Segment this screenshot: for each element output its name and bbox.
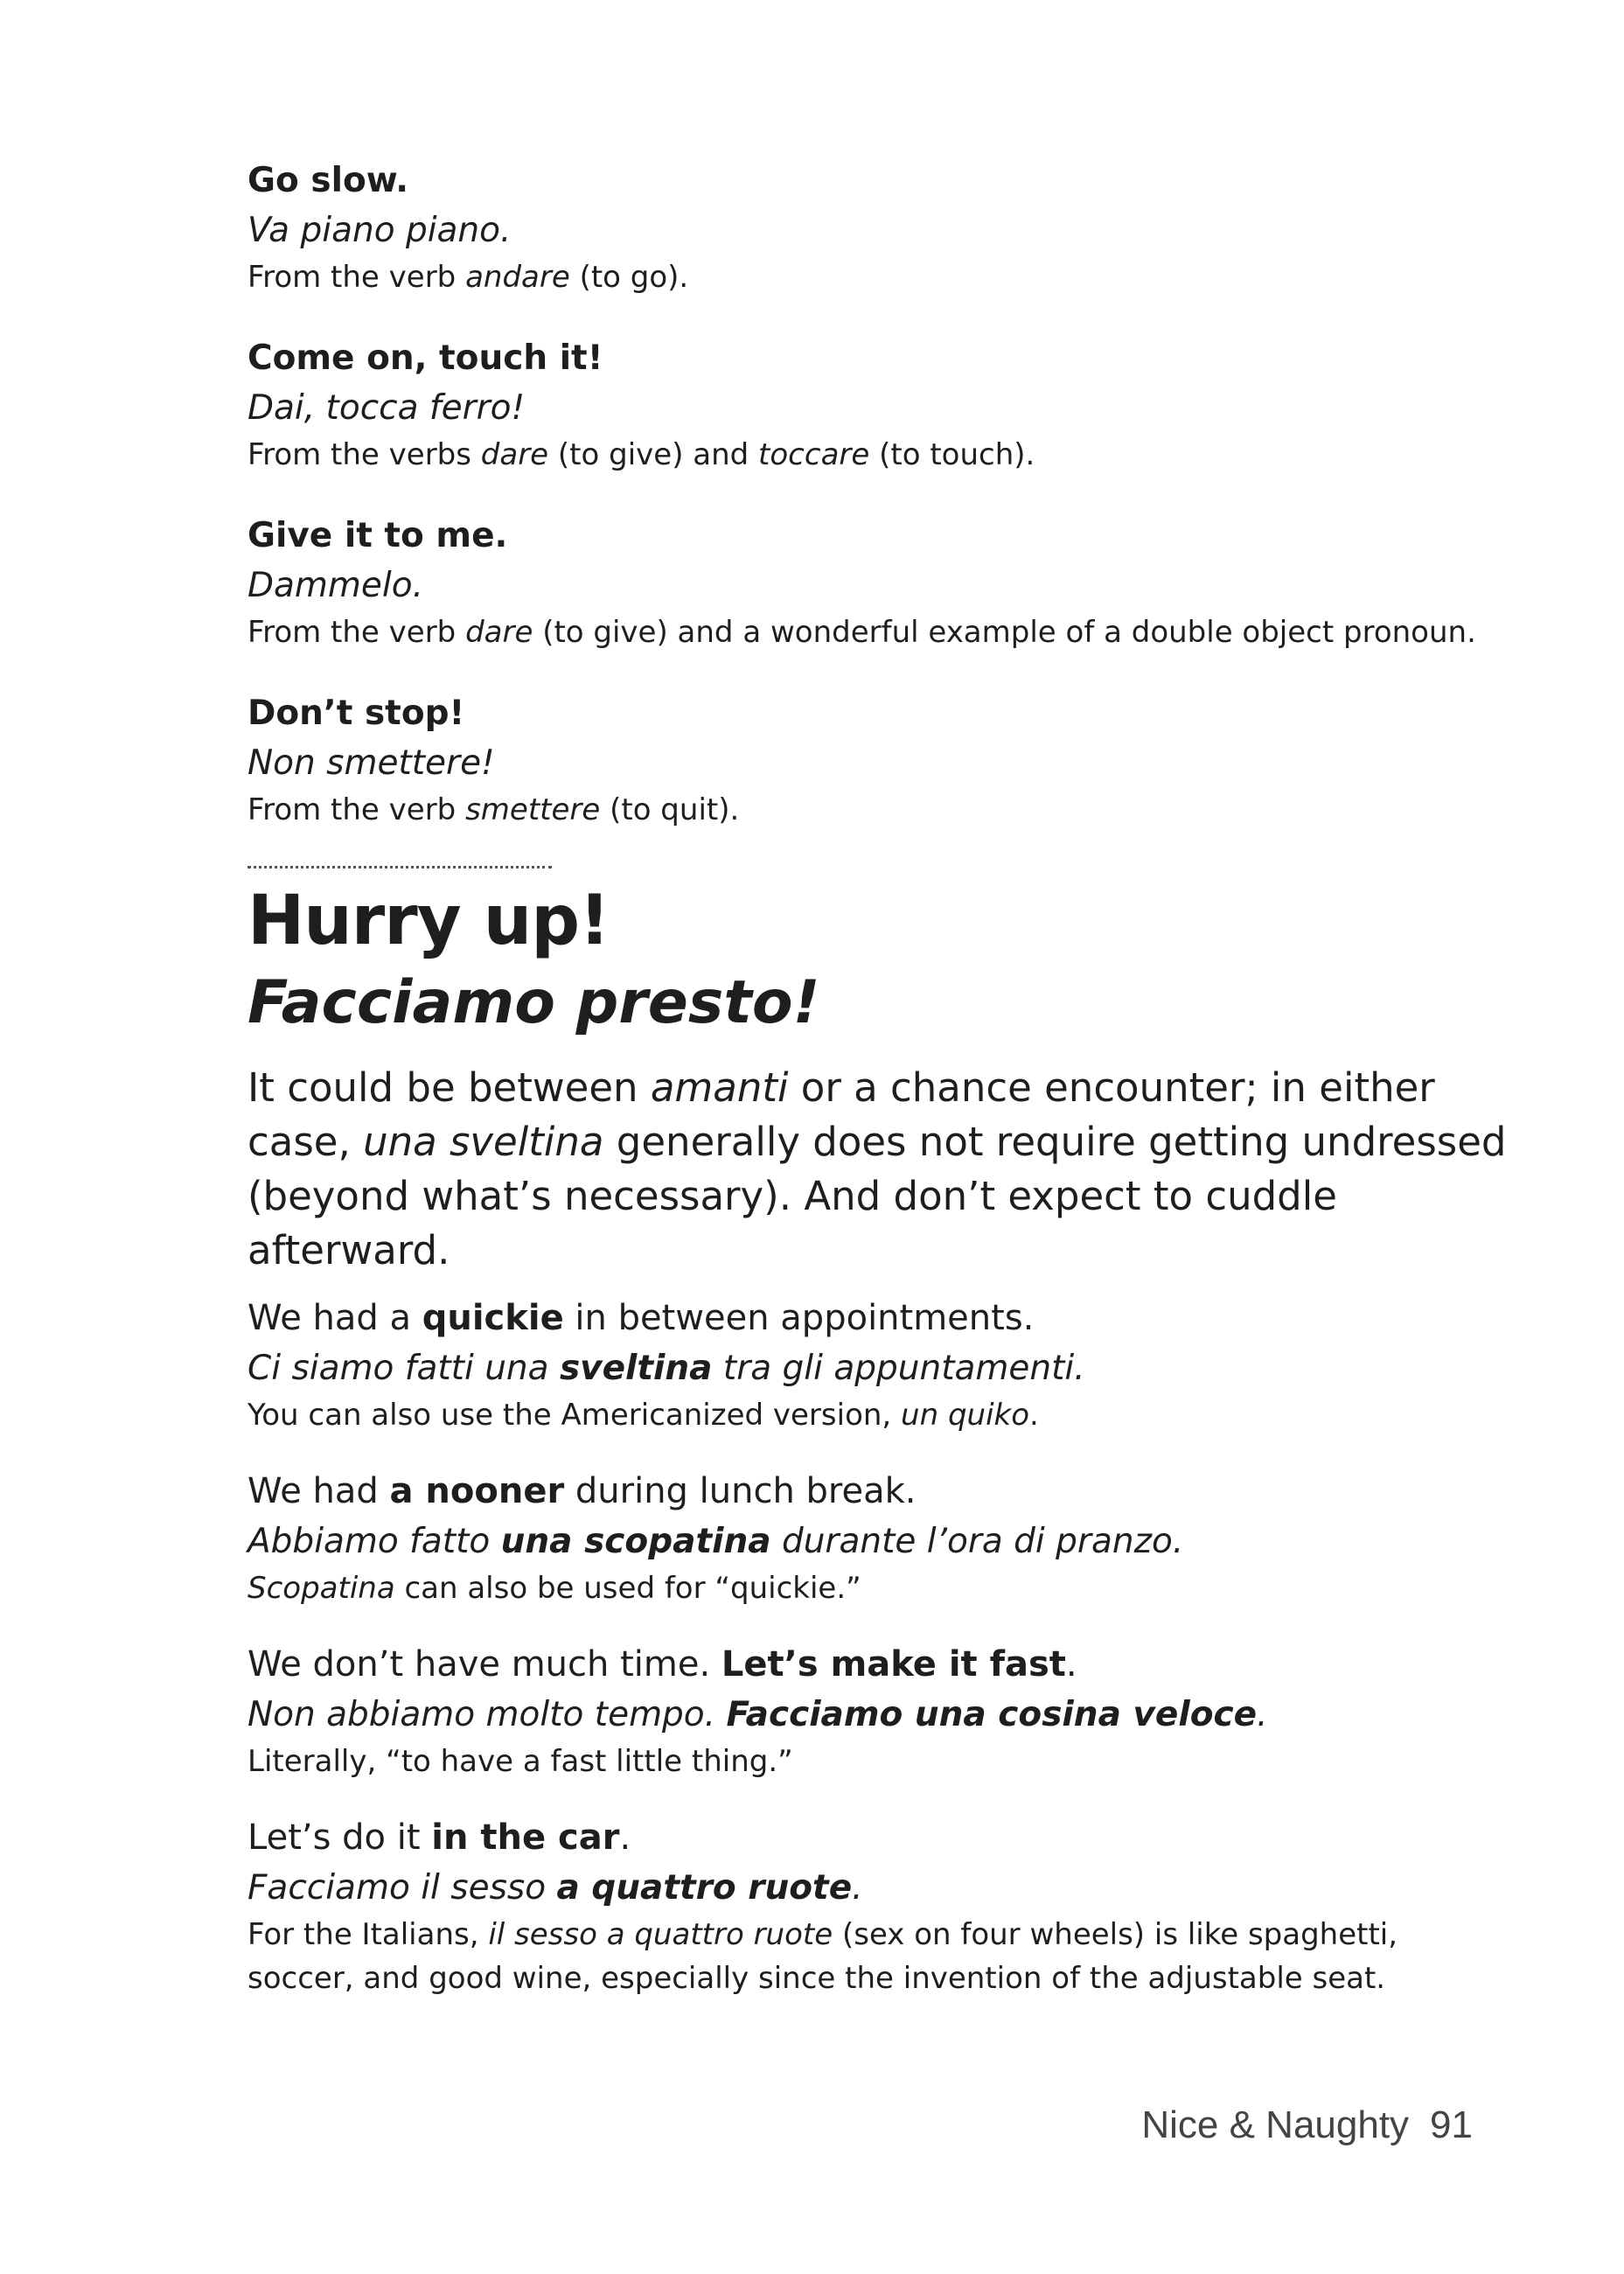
- italian-phrase: Non smettere!: [247, 743, 495, 783]
- phrase-note: From the verbs dare (to give) and toccare (to touch).: [247, 437, 1035, 472]
- phrase-note: From the verb dare (to give) and a wonderful example of a double object pronoun.: [247, 615, 1476, 650]
- example-italian: Non abbiamo molto tempo. Facciamo una cosina veloce.: [247, 1695, 1268, 1734]
- phrase-entry: [247, 511, 1507, 654]
- example-entry: [247, 1294, 1507, 1437]
- example-note: For the Italians, il sesso a quattro ruote (sex on four wheels) is like spaghetti, soccer, and good wine, especially since the invention of the adjustable seat.: [247, 1917, 1398, 1996]
- example-english: We had a nooner during lunch break.: [247, 1471, 917, 1511]
- running-title: Nice & Naughty: [1141, 2103, 1410, 2146]
- example-entry: [247, 1813, 1507, 2000]
- section-intro: It could be between amanti or a chance encounter; in either case, una sveltina generally does not require getting undressed (beyond what’s necessary). And don’t expect to cuddle afterward.: [247, 1064, 1507, 1273]
- example-english: We had a quickie in between appointments.: [247, 1298, 1035, 1338]
- english-phrase: Go slow.: [247, 161, 409, 200]
- example-italian: Ci siamo fatti una sveltina tra gli appuntamenti.: [247, 1349, 1085, 1388]
- english-phrase: Don’t stop!: [247, 694, 465, 733]
- example-italian: Facciamo il sesso a quattro ruote.: [247, 1868, 863, 1908]
- example-note: Scopatina can also be used for “quickie.”: [247, 1571, 861, 1606]
- example-note: Literally, “to have a fast little thing.”: [247, 1744, 793, 1779]
- section-title-italian: Facciamo presto!: [247, 968, 820, 1037]
- example-entry: [247, 1467, 1507, 1610]
- phrase-note: From the verb andare (to go).: [247, 260, 689, 295]
- italian-phrase: Va piano piano.: [247, 211, 512, 250]
- page-number: 91: [1430, 2103, 1473, 2146]
- section-title-english: Hurry up!: [247, 882, 610, 960]
- example-italian: Abbiamo fatto una scopatina durante l’ora di pranzo.: [247, 1522, 1184, 1561]
- example-note: You can also use the Americanized version, un quiko.: [247, 1398, 1039, 1433]
- example-entry: [247, 1640, 1507, 1783]
- english-phrase: Come on, touch it!: [247, 338, 603, 378]
- example-english: We don’t have much time. Let’s make it fast.: [247, 1644, 1077, 1685]
- english-phrase: Give it to me.: [247, 516, 508, 555]
- italian-phrase: Dai, tocca ferro!: [247, 388, 526, 428]
- phrase-entry: [247, 156, 1507, 299]
- page-footer: [1120, 2103, 1473, 2147]
- page-content: [247, 156, 1507, 2030]
- phrase-entry: [247, 333, 1507, 477]
- example-english: Let’s do it in the car.: [247, 1817, 631, 1858]
- italian-phrase: Dammelo.: [247, 566, 423, 605]
- phrase-note: From the verb smettere (to quit).: [247, 792, 740, 827]
- phrase-entry: [247, 688, 1507, 832]
- section-divider: [247, 866, 552, 868]
